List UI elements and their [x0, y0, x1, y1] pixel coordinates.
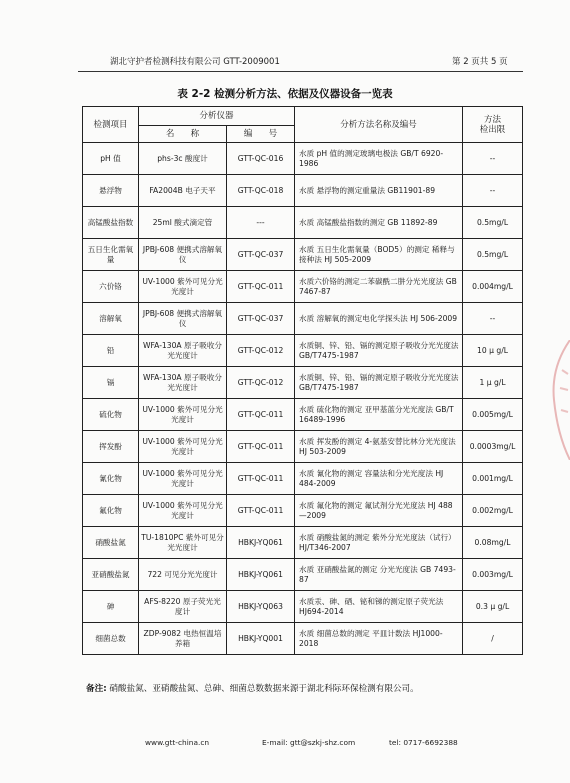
cell-method: 水质六价铬的测定二苯碳酰二肼分光光度法 GB 7467-87 — [295, 271, 463, 303]
cell-instrument-name: UV-1000 紫外可见分光光度计 — [139, 399, 227, 431]
cell-method: 水质 硫化物的测定 亚甲基蓝分光光度法 GB/T 16489-1996 — [295, 399, 463, 431]
red-seal-fragment — [548, 340, 570, 460]
table-row — [83, 239, 523, 271]
table-title: 表 2-2 检测分析方法、依据及仪器设备一览表 — [177, 88, 393, 100]
table-row — [83, 399, 523, 431]
cell-instrument-number: HBKJ-YQ001 — [227, 623, 295, 655]
cell-limit: 0.0003mg/L — [463, 431, 523, 463]
footer-tel: tel: 0717-6692388 — [389, 738, 458, 747]
cell-item: pH 值 — [83, 143, 139, 175]
col-header-item: 检测项目 — [83, 107, 139, 143]
table-row — [83, 527, 523, 559]
col-header-instrument: 分析仪器 — [139, 107, 295, 126]
cell-method: 水质 悬浮物的测定重量法 GB11901-89 — [295, 175, 463, 207]
cell-instrument-name: UV-1000 紫外可见分光光度计 — [139, 271, 227, 303]
cell-method: 水质铜、锌、铅、镉的测定原子吸收分光光度法 GB/T7475-1987 — [295, 367, 463, 399]
cell-item: 细菌总数 — [83, 623, 139, 655]
cell-instrument-name: 25ml 酸式滴定管 — [139, 207, 227, 239]
header-page-number: 第 2 页共 5 页 — [452, 57, 508, 67]
cell-item: 高锰酸盐指数 — [83, 207, 139, 239]
table-row — [83, 431, 523, 463]
cell-instrument-name: UV-1000 紫外可见分光光度计 — [139, 431, 227, 463]
cell-instrument-number: GTT-QC-011 — [227, 495, 295, 527]
header-divider — [78, 71, 523, 72]
cell-instrument-number: GTT-QC-012 — [227, 367, 295, 399]
cell-item: 硫化物 — [83, 399, 139, 431]
table-row — [83, 207, 523, 239]
cell-limit: 0.004mg/L — [463, 271, 523, 303]
cell-instrument-name: JPBJ-608 便携式溶解氧仪 — [139, 239, 227, 271]
table-body — [83, 143, 523, 655]
cell-item: 溶解氧 — [83, 303, 139, 335]
cell-instrument-number: HBKJ-YQ061 — [227, 527, 295, 559]
table-row — [83, 559, 523, 591]
cell-instrument-number: --- — [227, 207, 295, 239]
table-row — [83, 463, 523, 495]
table-row — [83, 143, 523, 175]
cell-instrument-name: TU-1810PC 紫外可见分光光度计 — [139, 527, 227, 559]
cell-limit: 10 μ g/L — [463, 335, 523, 367]
cell-limit: -- — [463, 175, 523, 207]
cell-instrument-name: WFA-130A 原子吸收分光光度计 — [139, 367, 227, 399]
cell-instrument-name: phs-3c 酸度计 — [139, 143, 227, 175]
cell-limit: 0.08mg/L — [463, 527, 523, 559]
cell-instrument-name: ZDP-9082 电热恒温培养箱 — [139, 623, 227, 655]
cell-instrument-number: GTT-QC-011 — [227, 463, 295, 495]
cell-item: 氟化物 — [83, 495, 139, 527]
table-row — [83, 175, 523, 207]
table-row — [83, 271, 523, 303]
cell-instrument-number: GTT-QC-037 — [227, 303, 295, 335]
cell-item: 亚硝酸盐氮 — [83, 559, 139, 591]
cell-limit: 0.003mg/L — [463, 559, 523, 591]
cell-instrument-number: GTT-QC-011 — [227, 399, 295, 431]
cell-instrument-number: GTT-QC-016 — [227, 143, 295, 175]
cell-item: 镉 — [83, 367, 139, 399]
col-header-method: 分析方法名称及编号 — [295, 107, 463, 143]
col-header-number: 编 号 — [227, 126, 295, 143]
cell-instrument-name: UV-1000 紫外可见分光光度计 — [139, 495, 227, 527]
cell-instrument-number: GTT-QC-012 — [227, 335, 295, 367]
cell-method: 水质 五日生化需氧量（BOD5）的测定 稀释与接种法 HJ 505-2009 — [295, 239, 463, 271]
note — [86, 682, 419, 694]
cell-item: 五日生化需氧量 — [83, 239, 139, 271]
cell-limit: 0.001mg/L — [463, 463, 523, 495]
cell-method: 水质 硝酸盐氮的测定 紫外分光光度法（试行）HJ/T346-2007 — [295, 527, 463, 559]
cell-method: 水质 氰化物的测定 容量法和分光光度法 HJ 484-2009 — [295, 463, 463, 495]
cell-limit: / — [463, 623, 523, 655]
cell-instrument-number: GTT-QC-011 — [227, 431, 295, 463]
cell-instrument-number: GTT-QC-037 — [227, 239, 295, 271]
cell-item: 挥发酚 — [83, 431, 139, 463]
col-header-limit: 方法 检出限 — [463, 107, 523, 143]
cell-method: 水质 氟化物的测定 氟试剂分光光度法 HJ 488—2009 — [295, 495, 463, 527]
cell-item: 铅 — [83, 335, 139, 367]
cell-instrument-number: HBKJ-YQ063 — [227, 591, 295, 623]
cell-instrument-name: JPBJ-608 便携式溶解氧仪 — [139, 303, 227, 335]
header-company: 湖北守护者检测科技有限公司 GTT-2009001 — [110, 57, 280, 67]
cell-limit: 0.002mg/L — [463, 495, 523, 527]
cell-method: 水质 高锰酸盐指数的测定 GB 11892-89 — [295, 207, 463, 239]
cell-limit: 0.5mg/L — [463, 239, 523, 271]
cell-instrument-name: 722 可见分光光度计 — [139, 559, 227, 591]
table-row — [83, 591, 523, 623]
cell-instrument-name: FA2004B 电子天平 — [139, 175, 227, 207]
cell-limit: 0.5mg/L — [463, 207, 523, 239]
cell-item: 六价铬 — [83, 271, 139, 303]
cell-instrument-number: HBKJ-YQ061 — [227, 559, 295, 591]
footer-email: E-mail: gtt@szkj-shz.com — [262, 738, 356, 747]
cell-instrument-number: GTT-QC-018 — [227, 175, 295, 207]
table-row — [83, 367, 523, 399]
table-row — [83, 495, 523, 527]
cell-method: 水质 细菌总数的测定 平皿计数法 HJ1000-2018 — [295, 623, 463, 655]
cell-method: 水质汞、砷、硒、铋和锑的测定原子荧光法 HJ694-2014 — [295, 591, 463, 623]
table-row — [83, 303, 523, 335]
cell-limit: 1 μ g/L — [463, 367, 523, 399]
cell-item: 悬浮物 — [83, 175, 139, 207]
note-label: 备注: — [86, 684, 107, 694]
cell-method: 水质 溶解氧的测定电化学探头法 HJ 506-2009 — [295, 303, 463, 335]
cell-limit: -- — [463, 143, 523, 175]
cell-method: 水质 pH 值的测定玻璃电极法 GB/T 6920-1986 — [295, 143, 463, 175]
cell-item: 氰化物 — [83, 463, 139, 495]
cell-item: 砷 — [83, 591, 139, 623]
cell-limit: 0.005mg/L — [463, 399, 523, 431]
col-header-name: 名 称 — [139, 126, 227, 143]
cell-limit: -- — [463, 303, 523, 335]
cell-instrument-number: GTT-QC-011 — [227, 271, 295, 303]
cell-instrument-name: UV-1000 紫外可见分光光度计 — [139, 463, 227, 495]
cell-instrument-name: AFS-8220 原子荧光光度计 — [139, 591, 227, 623]
note-text: 硝酸盐氮、亚硝酸盐氮、总砷、细菌总数数据来源于湖北科际环保检测有限公司。 — [109, 684, 419, 694]
cell-item: 硝酸盐氮 — [83, 527, 139, 559]
cell-method: 水质 挥发酚的测定 4-氨基安替比林分光光度法 HJ 503-2009 — [295, 431, 463, 463]
methods-table — [82, 106, 523, 655]
cell-method: 水质铜、锌、铅、镉的测定原子吸收分光光度法 GB/T7475-1987 — [295, 335, 463, 367]
cell-method: 水质 亚硝酸盐氮的测定 分光光度法 GB 7493-87 — [295, 559, 463, 591]
table-row — [83, 335, 523, 367]
table-row — [83, 623, 523, 655]
cell-instrument-name: WFA-130A 原子吸收分光光度计 — [139, 335, 227, 367]
footer-website: www.gtt-china.cn — [145, 738, 210, 747]
cell-limit: 0.3 μ g/L — [463, 591, 523, 623]
